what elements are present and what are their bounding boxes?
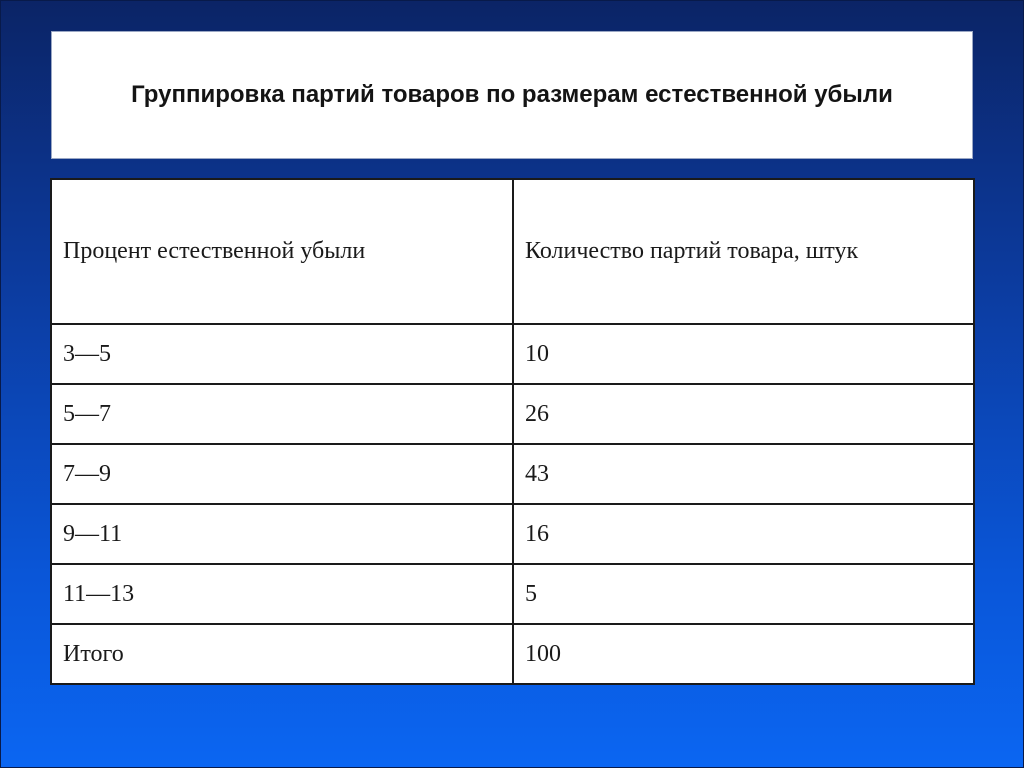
header-cell-count: Количество партий товара, штук <box>513 179 974 324</box>
cell-range: 9—11 <box>51 504 513 564</box>
table-row <box>51 564 974 624</box>
data-table <box>50 178 975 685</box>
cell-range: 11—13 <box>51 564 513 624</box>
header-cell-percent: Процент естественной убыли <box>51 179 513 324</box>
table-row <box>51 324 974 384</box>
cell-range: 7—9 <box>51 444 513 504</box>
cell-count: 5 <box>513 564 974 624</box>
cell-total-count: 100 <box>513 624 974 684</box>
table-row <box>51 444 974 504</box>
title-box <box>51 31 973 159</box>
cell-range: 3—5 <box>51 324 513 384</box>
cell-total-label: Итого <box>51 624 513 684</box>
cell-count: 43 <box>513 444 974 504</box>
table-row <box>51 504 974 564</box>
cell-count: 10 <box>513 324 974 384</box>
table-header-row <box>51 179 974 324</box>
table-total-row <box>51 624 974 684</box>
cell-count: 26 <box>513 384 974 444</box>
table-row <box>51 384 974 444</box>
cell-count: 16 <box>513 504 974 564</box>
slide-title: Группировка партий товаров по размерам естественной убыли <box>131 81 893 108</box>
cell-range: 5—7 <box>51 384 513 444</box>
